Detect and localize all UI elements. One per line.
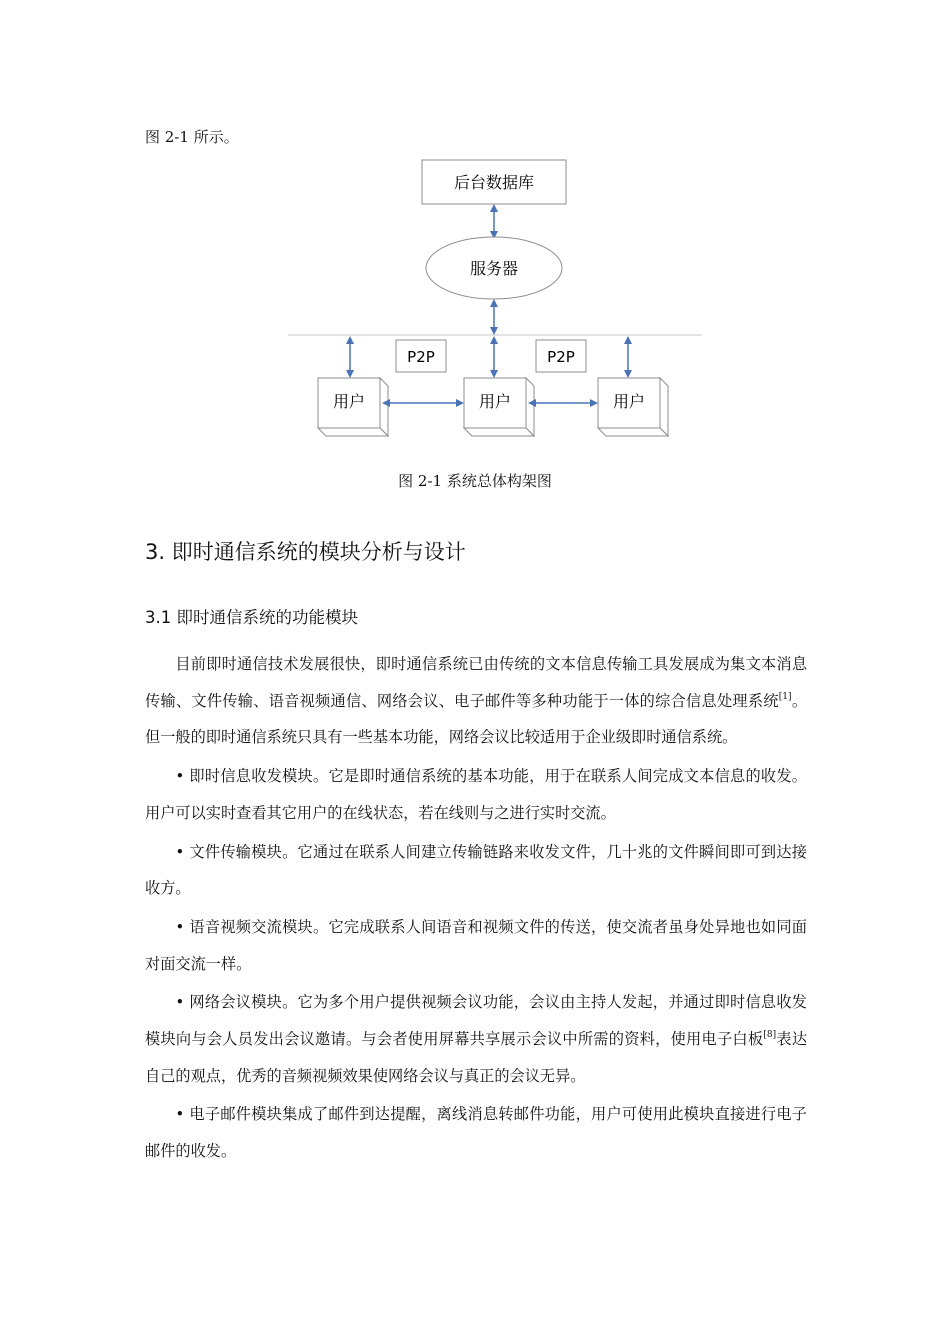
list-item: • 文件传输模块。它通过在联系人间建立传输链路来收发文件，几十兆的文件瞬间即可到达接收方。	[145, 842, 807, 898]
lead-text: 图 2-1 所示。	[145, 128, 239, 146]
user-middle-label: 用户	[478, 392, 512, 411]
list-item: • 网络会议模块。它为多个用户提供视频会议功能，会议由主持人发起，并通过即时信息收发模块向与会人员发出会议邀请。与会者使用屏幕共享展示会议中所需的资料，使用电子白板[8]表达自己的观点，优秀的音频视频效果使网络会议与真正的会议无异。	[145, 993, 808, 1085]
user-left-label: 用户	[332, 392, 366, 411]
list-item: • 电子邮件模块集成了邮件到达提醒，离线消息转邮件功能，用户可使用此模块直接进行电子邮件的收发。	[145, 1105, 807, 1161]
server-label: 服务器	[469, 259, 519, 278]
database-label: 后台数据库	[453, 173, 535, 192]
subsection-heading: 3.1 即时通信系统的功能模块	[145, 608, 358, 627]
p2p-left-label: P2P	[407, 348, 435, 366]
architecture-diagram	[0, 0, 950, 460]
body-text	[145, 646, 807, 1172]
user-right-label: 用户	[612, 392, 646, 411]
section-heading: 3. 即时通信系统的模块分析与设计	[145, 540, 466, 564]
figure-caption: 图 2-1 系统总体构架图	[398, 472, 552, 490]
list-item: • 语音视频交流模块。它完成联系人间语音和视频文件的传送，使交流者虽身处异地也如同面对面交流一样。	[145, 917, 807, 973]
citation: [8]	[763, 1030, 777, 1041]
p2p-right-label: P2P	[547, 348, 575, 366]
citation: [1]	[778, 691, 792, 702]
list-item: • 即时信息收发模块。它是即时通信系统的基本功能，用于在联系人间完成文本信息的收发。用户可以实时查看其它用户的在线状态，若在线则与之进行实时交流。	[145, 767, 807, 822]
paragraph: 目前即时通信技术发展很快，即时通信系统已由传统的文本信息传输工具发展成为集文本消息传输、文件传输、语音视频通信、网络会议、电子邮件等多种功能于一体的综合信息处理系统[1]。但一般的即时通信系统只具有一些基本功能，网络会议比较适用于企业级即时通信系统。	[145, 655, 808, 747]
